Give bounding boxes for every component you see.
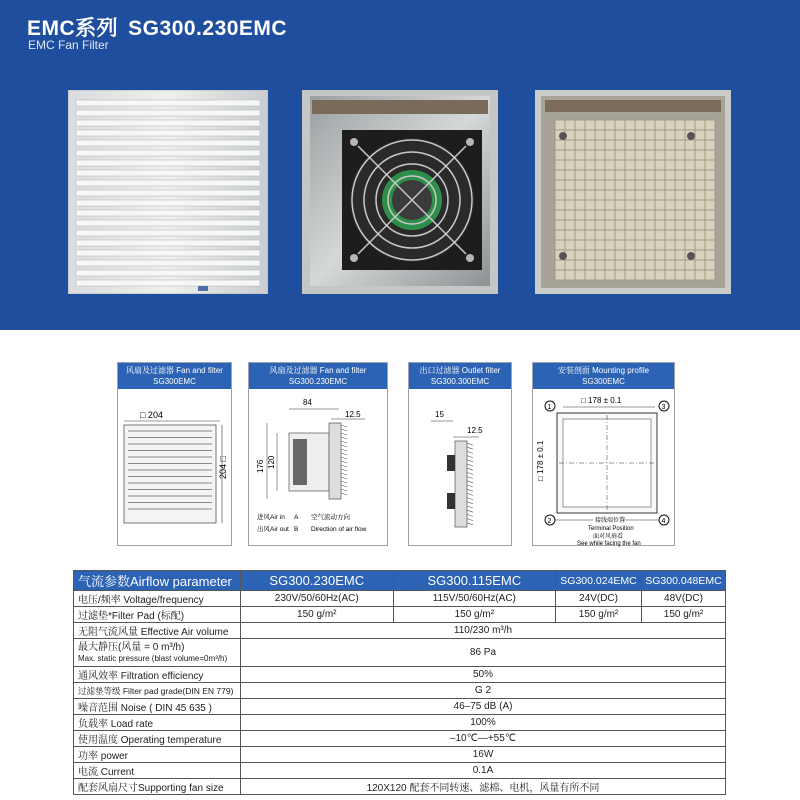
- cell-value: G 2: [240, 683, 725, 699]
- drawing-mounting-profile: [532, 362, 675, 546]
- table-row: [74, 591, 726, 607]
- dim-15: 15: [435, 410, 444, 419]
- outlet-filter-photo: [535, 90, 731, 294]
- mounting-cutout-drawing: [533, 389, 676, 547]
- cell-value: 86 Pa: [240, 639, 725, 667]
- terminal-label-en: Terminal Position: [588, 526, 634, 532]
- facing-label-cn: 面对风扇看: [593, 534, 624, 540]
- cell-value: 24V(DC): [556, 591, 642, 607]
- cell-value: 16W: [240, 747, 725, 763]
- drawing-header: [249, 363, 387, 389]
- outlet-side-drawing: [409, 389, 513, 547]
- drawing-title: 出口过滤器 Outlet filter: [419, 366, 501, 375]
- table-row: [74, 747, 726, 763]
- cell-value: 150 g/m²: [393, 607, 556, 623]
- cell-value: 230V/50/60Hz(AC): [240, 591, 393, 607]
- drawing-fan-and-filter: [117, 362, 232, 546]
- drawing-header: [409, 363, 511, 389]
- row-label-main: 最大静压(风量 = 0 m³/h): [78, 642, 185, 653]
- drawing-model: SG300EMC: [582, 377, 625, 386]
- specification-table: [73, 570, 726, 795]
- side-view-drawing: [249, 389, 389, 547]
- header-banner: [0, 0, 800, 330]
- drawing-outlet-filter: [408, 362, 512, 546]
- cell-value: 115V/50/60Hz(AC): [393, 591, 556, 607]
- row-label: 电流 Current: [74, 763, 241, 779]
- header-model: SG300.115EMC: [393, 571, 556, 591]
- legend-airflow-direction-en: Direction of air flow: [311, 526, 367, 533]
- legend-air-in: 进风Air in: [257, 514, 285, 521]
- row-label: 噪音范围 Noise ( DIN 45 635 ): [74, 699, 241, 715]
- row-label: 通风效率 Filtration efficiency: [74, 667, 241, 683]
- series-label: EMC系列: [27, 17, 119, 40]
- dim-84: 84: [303, 398, 312, 407]
- table-row: [74, 683, 726, 699]
- table-row: [74, 667, 726, 683]
- dim-12-5: 12.5: [467, 426, 483, 435]
- row-label: 无阻气流风量 Effective Air volume: [74, 623, 241, 639]
- drawing-title: 风扇及过滤器 Fan and filter: [126, 366, 223, 375]
- table-row: [74, 639, 726, 667]
- drawing-model: SG300.230EMC: [288, 377, 348, 386]
- terminal-label-cn: 接线端位置: [595, 518, 626, 524]
- cell-value: 48V(DC): [642, 591, 726, 607]
- cell-value: 150 g/m²: [642, 607, 726, 623]
- cell-value: 150 g/m²: [240, 607, 393, 623]
- width-dim-label: □ 204: [140, 410, 163, 420]
- row-label: 电压/频率 Voltage/frequency: [74, 591, 241, 607]
- legend-air-out: 出风Air out: [257, 526, 289, 533]
- corner-4-marker: 4: [661, 518, 666, 525]
- row-label: 功率 power: [74, 747, 241, 763]
- table-row: [74, 779, 726, 795]
- table-row: [74, 715, 726, 731]
- drawing-title: 风扇及过滤器 Fan and filter: [269, 366, 367, 375]
- table-row: [74, 763, 726, 779]
- model-label: SG300.230EMC: [128, 17, 288, 40]
- corner-1-marker: 1: [547, 404, 552, 411]
- dim-12-5: 12.5: [345, 410, 361, 419]
- fan-front-photo: [68, 90, 268, 294]
- drawing-fan-side: [248, 362, 388, 546]
- cell-value: –10℃—+55℃: [240, 731, 725, 747]
- cell-value: 110/230 m³/h: [240, 623, 725, 639]
- header-model: SG300.048EMC: [642, 571, 726, 591]
- drawing-header: [118, 363, 231, 389]
- legend-a-marker: A: [294, 514, 299, 521]
- cell-value: 0.1A: [240, 763, 725, 779]
- header-model: SG300.024EMC: [556, 571, 642, 591]
- row-label: 过滤垫*Filter Pad (标配): [74, 607, 241, 623]
- table-row: [74, 699, 726, 715]
- corner-3-marker: 3: [661, 404, 666, 411]
- row-label: 配套风扇尺寸Supporting fan size: [74, 779, 241, 795]
- dim-176: 176: [256, 459, 265, 473]
- row-label: 过滤垫等级 Filter pad grade(DIN EN 779): [74, 683, 241, 699]
- table-row: [74, 607, 726, 623]
- row-label: 负载率 Load rate: [74, 715, 241, 731]
- front-view-drawing: [118, 389, 233, 547]
- cell-value: 100%: [240, 715, 725, 731]
- drawing-model: SG300EMC: [153, 377, 196, 386]
- facing-label-en: See while facing the fan: [577, 541, 641, 547]
- table-row: [74, 731, 726, 747]
- cell-value: 120X120 配套不同转速、滤棉、电机，风量有所不同: [240, 779, 725, 795]
- dim-side: □ 178 ± 0.1: [536, 440, 545, 481]
- legend-b-marker: B: [294, 526, 299, 533]
- row-label: [74, 639, 241, 667]
- header-model: SG300.230EMC: [240, 571, 393, 591]
- table-row: [74, 623, 726, 639]
- corner-2-marker: 2: [547, 518, 552, 525]
- dim-top: □ 178 ± 0.1: [581, 396, 622, 405]
- legend-airflow-direction-cn: 空气流动方向: [311, 514, 350, 521]
- cell-value: 50%: [240, 667, 725, 683]
- drawing-model: SG300.300EMC: [430, 377, 490, 386]
- fan-back-photo: [302, 90, 498, 294]
- row-label-sub: Max. static pressure (blast volume=0m³/h): [78, 654, 228, 663]
- page-subtitle: EMC Fan Filter: [28, 38, 109, 52]
- drawing-header: [533, 363, 674, 389]
- height-dim-label: 204 □: [218, 456, 228, 479]
- table-header-row: [74, 571, 726, 591]
- cell-value: 150 g/m²: [556, 607, 642, 623]
- cell-value: 46–75 dB (A): [240, 699, 725, 715]
- dim-120: 120: [267, 455, 276, 469]
- row-label: 使用温度 Operating temperature: [74, 731, 241, 747]
- drawing-title: 安装剖面 Mounting profile: [557, 366, 650, 375]
- header-parameter: 气流参数Airflow parameter: [74, 571, 241, 591]
